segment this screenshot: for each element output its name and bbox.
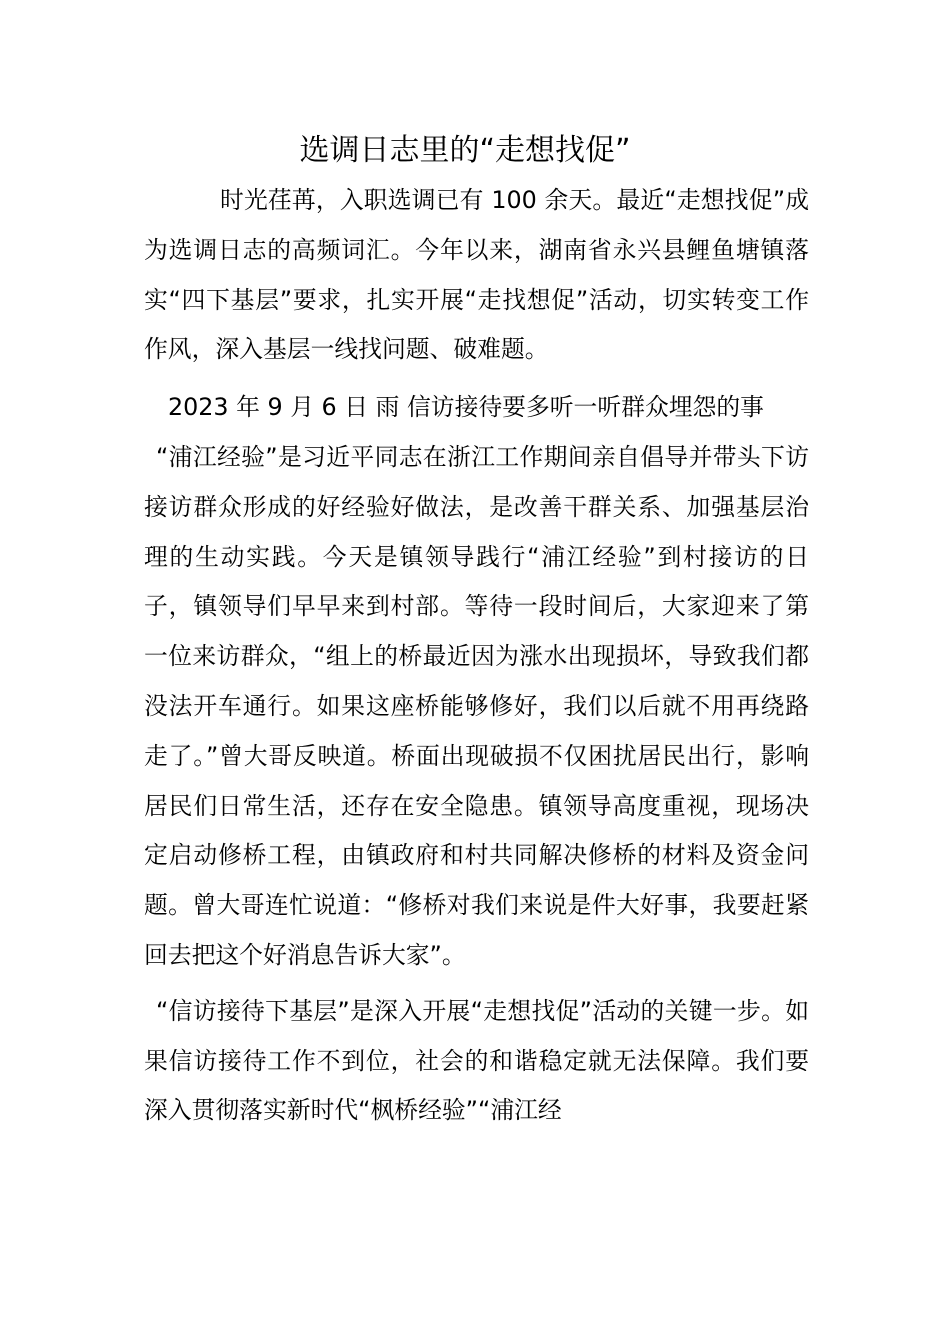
case-paragraph: “浦江经验”是习近平同志在浙江工作期间亲自倡导并带头下访接访群众形成的好经验好做法，是改善干群关系、加强基层治理的生动实践。今天是镇领导践行“浦江经验”到村接访的日子，镇领导们早早来到村部。等待一段时间后，大家迎来了第一位来访群众，“组上的桥最近因为涨水出现损坏，导致我们都没法开车通行。如果这座桥能够修好，我们以后就不用再绕路走了。”曾大哥反映道。桥面出现破损不仅困扰居民出行，影响居民们日常生活，还存在安全隐患。镇领导高度重视，现场决定启动修桥工程，由镇政府和村共同解决修桥的材料及资金问题。曾大哥连忙说道：“修桥对我们来说是件大好事，我要赶紧回去把这个好消息告诉大家”。: [144, 442, 809, 969]
document-body: [144, 176, 809, 1136]
diary-dateline: 2023 年 9 月 6 日 雨 信访接待要多听一听群众埋怨的事: [168, 393, 764, 422]
closing-paragraph: “信访接待下基层”是深入开展“走想找促”活动的关键一步。如果信访接待工作不到位，社会的和谐稳定就无法保障。我们要深入贯彻落实新时代“枫桥经验”“浦江经: [144, 996, 809, 1125]
intro-paragraph: 时光荏苒，入职选调已有 100 余天。最近“走想找促”成为选调日志的高频词汇。今年以来，湖南省永兴县鲤鱼塘镇落实“四下基层”要求，扎实开展“走找想促”活动，切实转变工作作风，深入基层一线找问题、破难题。: [144, 186, 809, 364]
document-title: 选调日志里的“走想找促”: [299, 133, 631, 168]
